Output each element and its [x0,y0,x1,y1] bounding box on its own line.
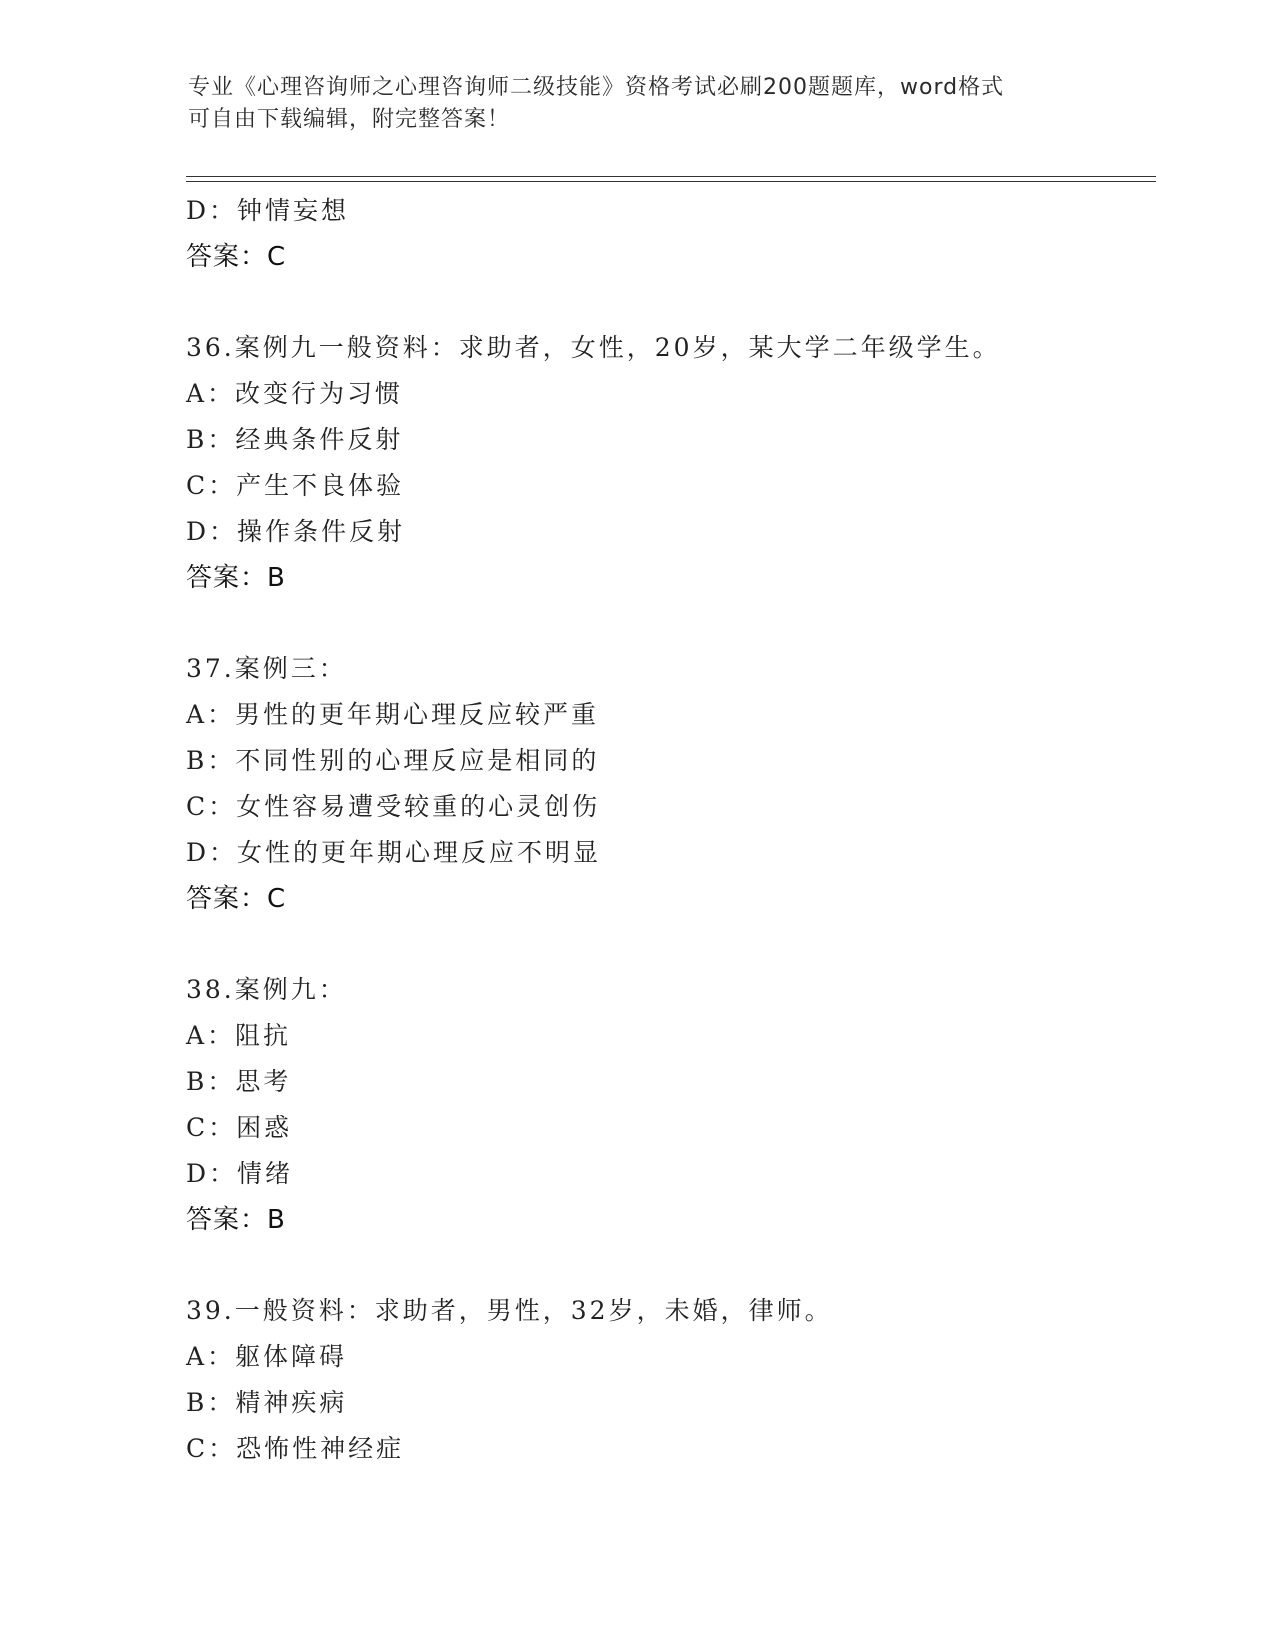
option-d: D：情绪 [186,1159,294,1188]
option-c: C：恐怖性神经症 [186,1434,405,1463]
option-a: A：男性的更年期心理反应较严重 [186,700,600,729]
option-b: B：精神疾病 [186,1388,348,1417]
option-d: D：钟情妄想 [186,196,350,225]
header-rule-bottom [186,181,1156,182]
answer-line: 答案：C [186,884,287,914]
answer-line: 答案：B [186,1205,286,1235]
option-a: A：躯体障碍 [186,1342,348,1371]
document-header [188,72,1088,136]
question-title: 36.案例九一般资料：求助者，女性，20岁，某大学二年级学生。 [186,333,1001,362]
option-b: B：思考 [186,1067,292,1096]
question-list [186,188,1186,1472]
question-title: 37.案例三： [186,654,347,683]
question-37 [186,646,1186,922]
option-b: B：不同性别的心理反应是相同的 [186,746,600,775]
header-line-1: 专业《心理咨询师之心理咨询师二级技能》资格考试必刷200题题库，word格式 [188,75,1005,100]
question-title: 39.一般资料：求助者，男性，32岁，未婚，律师。 [186,1296,833,1325]
question-38 [186,967,1186,1243]
option-c: C：女性容易遭受较重的心灵创伤 [186,792,601,821]
option-b: B：经典条件反射 [186,425,404,454]
header-line-2: 可自由下载编辑，附完整答案！ [188,107,511,132]
question-39 [186,1288,1186,1472]
option-d: D：女性的更年期心理反应不明显 [186,838,602,867]
answer-line: 答案：C [186,242,287,272]
header-rule-top [186,176,1156,177]
option-a: A：阻抗 [186,1021,292,1050]
option-c: C：困惑 [186,1113,293,1142]
answer-line: 答案：B [186,563,286,593]
question-title: 38.案例九： [186,975,347,1004]
question-36 [186,325,1186,601]
option-c: C：产生不良体验 [186,471,405,500]
option-d: D：操作条件反射 [186,517,406,546]
option-a: A：改变行为习惯 [186,379,404,408]
